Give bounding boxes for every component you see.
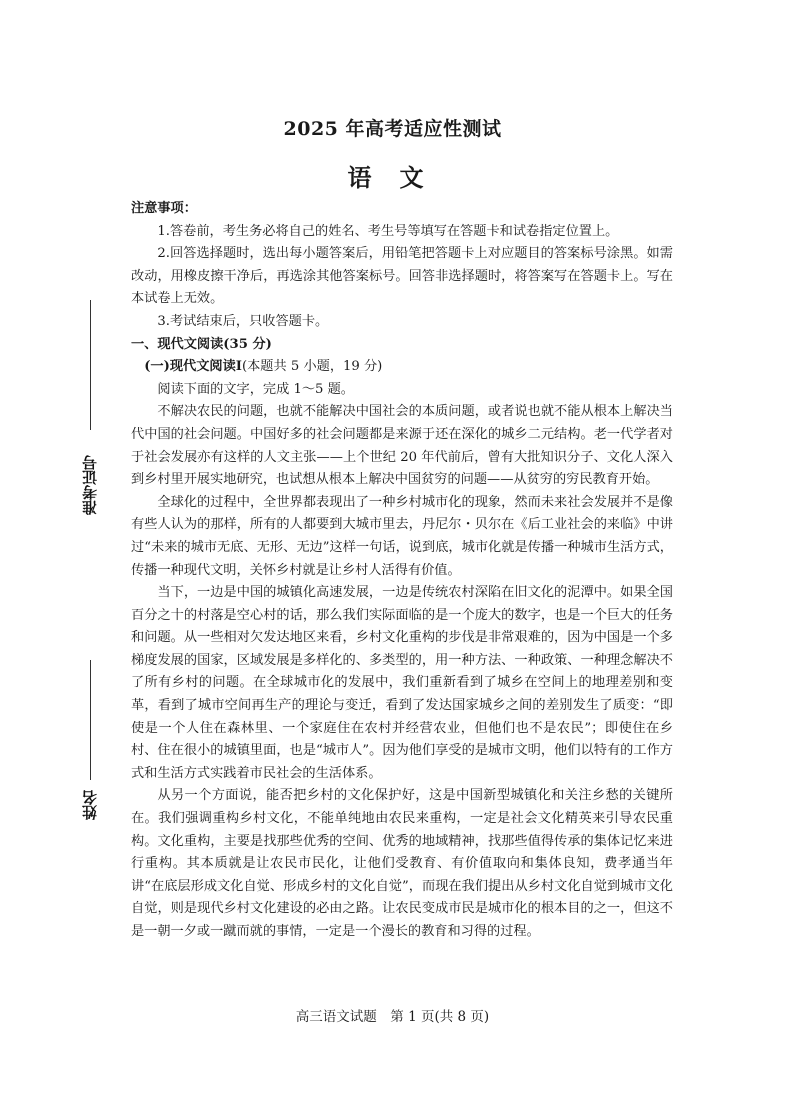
notice-item: 1.答卷前，考生务必将自己的姓名、考生号等填写在答题卡和试卷指定位置上。 xyxy=(157,223,619,239)
passage-paragraph: 当下，一边是中国的城镇化高速发展，一边是传统农村深陷在旧文化的泥潭中。如果全国百分之十的村落是空心村的话，那么我们实际面临的是一个庞大的数字，也是一个巨大的任务和问题。从一些相对欠发达地区来看，乡村文化重构的步伐是非常艰难的，因为中国是一个多梯度发展的国家，区域发展是多样化的、多类型的，用一种方法、一种政策、一种理念解决不了所有乡村的问题。在全球城市化的发展中，我们重新看到了城乡在空间上的地理差别和变革，看到了城市空间再生产的理论与变迁，看到了发达国家城乡之间的差别发生了质变：“即使是一个人住在森林里、一个家庭住在农村并经营农业，但他们也不是农民”；即使住在乡村、住在很小的城镇里面，也是“城市人”。因为他们享受的是城市文明，他们以特有的工作方式和生活方式实践着市民社会的生活体系。 xyxy=(131,585,673,781)
exam-title: 2025 年高考适应性测试 xyxy=(283,118,502,140)
reading-instruction: 阅读下面的文字，完成 1～5 题。 xyxy=(157,381,354,397)
passage-paragraph: 不解决农民的问题，也就不能解决中国社会的本质问题，或者说也就不能从根本上解决当代中国的社会问题。中国好多的社会问题都是来源于还在深化的城乡二元结构。老一代学者对于社会发展亦有这样的人文主张——上个世纪 20 年代前后，曾有大批知识分子、文化人深入到乡村里开展实地研究，也试想从根本上解决中国贫穷的问题——从贫穷的穷民教育开始。 xyxy=(131,404,673,488)
subsection-title: (一)现代文阅读Ⅰ xyxy=(144,359,242,375)
subject-title: 语文 xyxy=(347,163,452,192)
notice-item: 3.考试结束后，只收答题卡。 xyxy=(157,313,329,329)
passage-paragraph: 全球化的过程中，全世界都表现出了一种乡村城市化的现象，然而未来社会发展并不是像有些人认为的那样，所有的人都要到大城市里去，丹尼尔・贝尔在《后工业社会的来临》中讲过“未来的城市无底、无形、无边”这样一句话，说到底，城市化就是传播一种城市生活方式，传播一种现代文明，关怀乡村就是让乡村人活得有价值。 xyxy=(131,494,673,578)
passage-paragraph: 从另一个方面说，能否把乡村的文化保护好，这是中国新型城镇化和关注乡愁的关键所在。我们强调重构乡村文化，不能单纯地由农民来重构，一定是社会文化精英来引导农民重构。文化重构，主要是找那些优秀的空间、优秀的地域精神，找那些值得传承的集体记忆来进行重构。其本质就是让农民市民化，让他们受教育、有价值取向和集体良知，费孝通当年讲“在底层形成文化自觉、形成乡村的文化自觉”，而现在我们提出从乡村文化自觉到城市文化自觉，则是现代乡村文化建设的必由之路。让农民变成市民是城市化的根本目的之一，但这不是一朝一夕或一蹴而就的事情，一定是一个漫长的教育和习得的过程。 xyxy=(131,788,673,939)
exam-id-label: 准考证号 xyxy=(81,455,99,515)
notice-item: 2.回答选择题时，选出每小题答案后，用铅笔把答题卡上对应题目的答案标号涂黑。如需改动，用橡皮擦干净后，再选涂其他答案标号。回答非选择题时，将答案写在答题卡上。写在本试卷上无效。 xyxy=(131,246,673,307)
notice-heading: 注意事项： xyxy=(131,201,197,216)
page-footer: 高三语文试题 第 1 页(共 8 页) xyxy=(295,1009,490,1025)
name-label: 姓名 xyxy=(81,790,99,820)
binding-line-top xyxy=(90,300,91,430)
binding-line-middle xyxy=(90,660,91,780)
subsection-info: (本题共 5 小题，19 分) xyxy=(241,359,383,375)
exam-content xyxy=(131,198,673,944)
subsection-heading xyxy=(131,356,673,379)
section-heading: 一、现代文阅读(35 分) xyxy=(131,336,272,352)
